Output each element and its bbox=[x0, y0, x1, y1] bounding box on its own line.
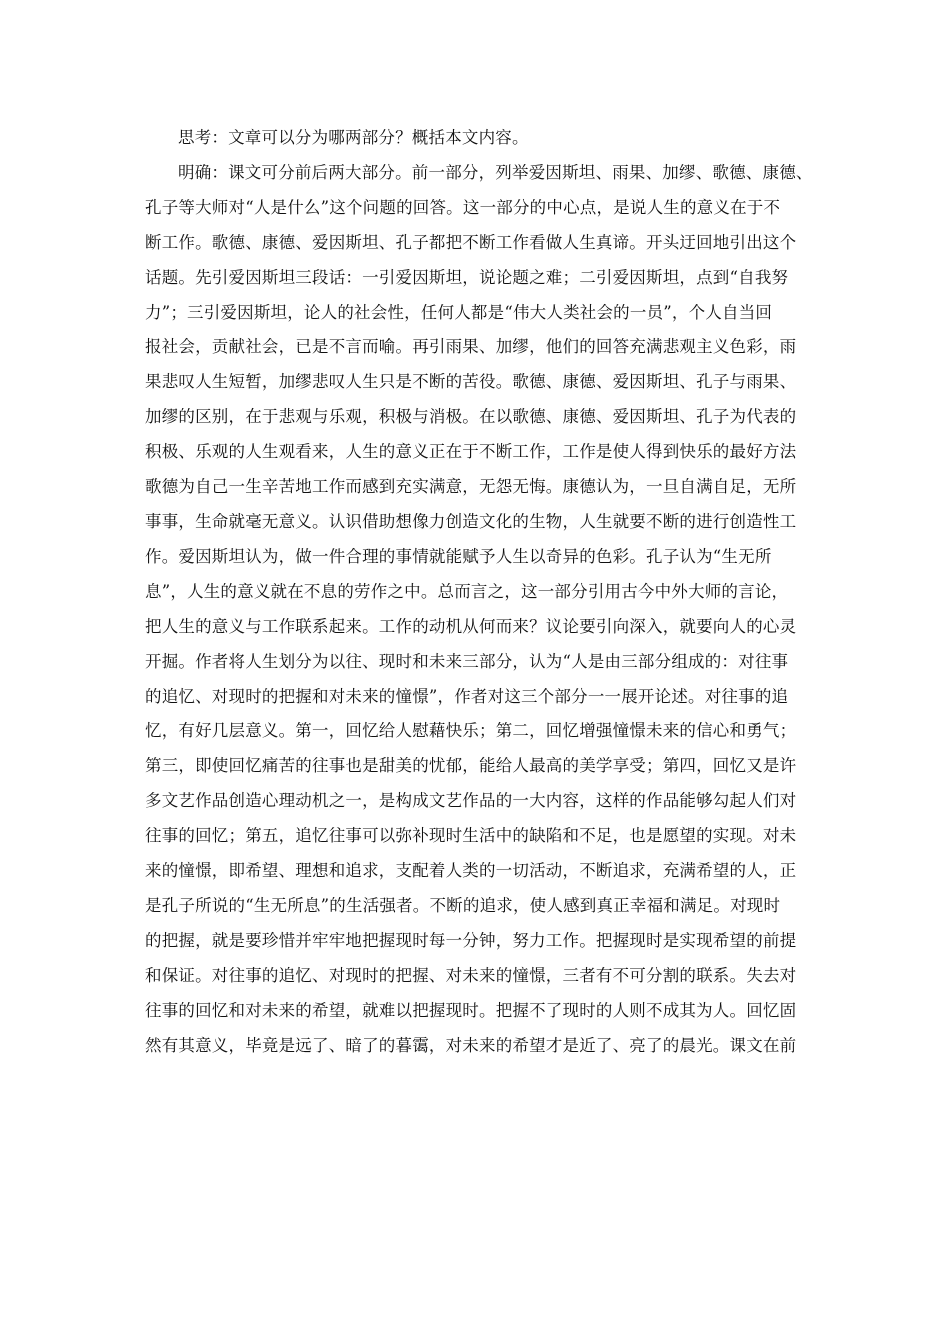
question-paragraph bbox=[145, 121, 825, 156]
answer-line: 孔子等大师对“人是什么”这个问题的回答。这一部分的中心点，是说人生的意义在于不 bbox=[145, 197, 781, 217]
answer-line: 的追忆、对现时的把握和对未来的憧憬”，作者对这三个部分一一展开论述。对往事的追 bbox=[145, 686, 789, 706]
answer-line: 力”；三引爱因斯坦，论人的社会性，任何人都是“伟大人类社会的一员”，个人自当回 bbox=[145, 302, 773, 322]
answer-line: 把人生的意义与工作联系起来。工作的动机从何而来？议论要引向深入，就要向人的心灵 bbox=[145, 616, 797, 636]
answer-line: 作。爱因斯坦认为，做一件合理的事情就能赋予人生以奇异的色彩。孔子认为“生无所 bbox=[145, 546, 772, 566]
answer-line: 歌德为自己一生辛苦地工作而感到充实满意，无怨无悔。康德认为，一旦自满自足，无所 bbox=[145, 477, 797, 497]
answer-line: 往事的回忆；第五，追忆往事可以弥补现时生活中的缺陷和不足，也是愿望的实现。对未 bbox=[145, 826, 797, 846]
answer-line: 话题。先引爱因斯坦三段话：一引爱因斯坦，说论题之难；二引爱因斯坦，点到“自我努 bbox=[145, 267, 789, 287]
answer-line: 多文艺作品创造心理动机之一，是构成文艺作品的一大内容，这样的作品能够勾起人们对 bbox=[145, 791, 797, 811]
answer-line: 事事，生命就毫无意义。认识借助想像力创造文化的生物，人生就要不断的进行创造性工 bbox=[145, 511, 797, 531]
answer-line: 的把握，就是要珍惜并牢牢地把握现时每一分钟，努力工作。把握现时是实现希望的前提 bbox=[145, 930, 797, 950]
answer-line: 息”，人生的意义就在不息的劳作之中。总而言之，这一部分引用古今中外大师的言论， bbox=[145, 581, 789, 601]
answer-line: 然有其意义，毕竟是远了、暗了的暮霭，对未来的希望才是近了、亮了的晨光。课文在前 bbox=[145, 1035, 797, 1055]
answer-line: 是孔子所说的“生无所息”的生活强者。不断的追求，使人感到真正幸福和满足。对现时 bbox=[145, 895, 781, 915]
answer-paragraph bbox=[145, 156, 825, 1064]
question-line: 思考：文章可以分为哪两部分？概括本文内容。 bbox=[178, 128, 529, 147]
answer-line: 明确：课文可分前后两大部分。前一部分，列举爱因斯坦、雨果、加缪、歌德、康德、 bbox=[178, 162, 813, 182]
answer-line: 积极、乐观的人生观看来，人生的意义正在于不断工作，工作是使人得到快乐的最好方法 bbox=[145, 442, 797, 462]
answer-line: 加缪的区别，在于悲观与乐观，积极与消极。在以歌德、康德、爱因斯坦、孔子为代表的 bbox=[145, 407, 797, 427]
answer-line: 第三，即使回忆痛苦的往事也是甜美的忧郁，能给人最高的美学享受；第四，回忆又是许 bbox=[145, 756, 797, 776]
answer-line: 报社会，贡献社会，已是不言而喻。再引雨果、加缪，他们的回答充满悲观主义色彩，雨 bbox=[145, 337, 797, 357]
answer-line: 忆，有好几层意义。第一，回忆给人慰藉快乐；第二，回忆增强憧憬未来的信心和勇气； bbox=[145, 721, 797, 741]
document-body bbox=[145, 121, 825, 1063]
answer-line: 断工作。歌德、康德、爱因斯坦、孔子都把不断工作看做人生真谛。开头迂回地引出这个 bbox=[145, 232, 797, 252]
answer-line: 果悲叹人生短暂，加缪悲叹人生只是不断的苦役。歌德、康德、爱因斯坦、孔子与雨果、 bbox=[145, 372, 797, 392]
answer-line: 开掘。作者将人生划分为以往、现时和未来三部分，认为“人是由三部分组成的：对往事 bbox=[145, 651, 789, 671]
answer-line: 和保证。对往事的追忆、对现时的把握、对未来的憧憬，三者有不可分割的联系。失去对 bbox=[145, 965, 797, 985]
answer-line: 往事的回忆和对未来的希望，就难以把握现时。把握不了现时的人则不成其为人。回忆固 bbox=[145, 1000, 797, 1020]
answer-line: 来的憧憬，即希望、理想和追求，支配着人类的一切活动，不断追求，充满希望的人，正 bbox=[145, 861, 797, 881]
